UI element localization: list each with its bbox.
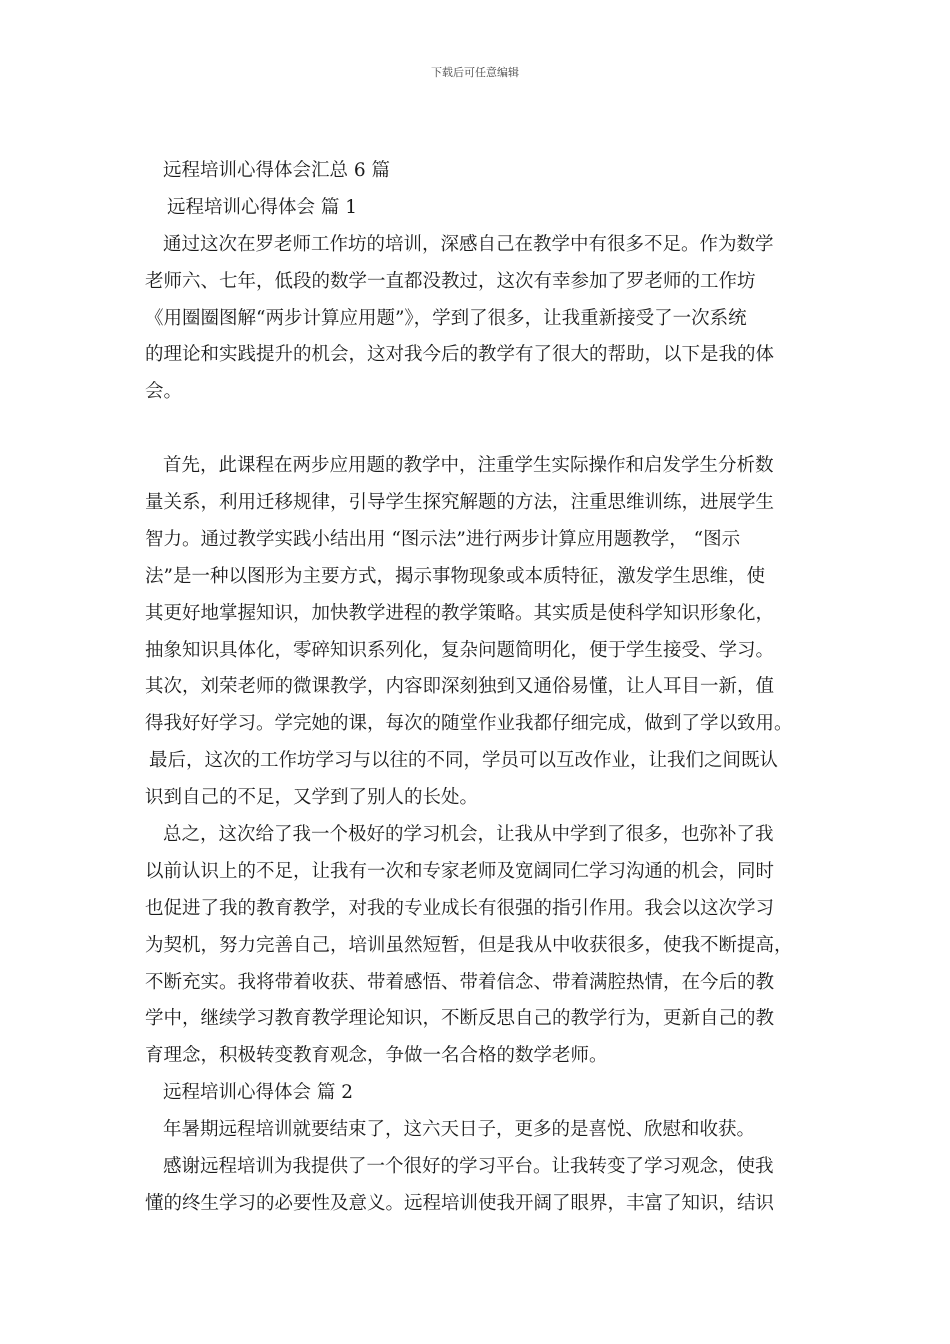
paragraph-1 — [145, 227, 815, 411]
paragraph-line: 智力。通过教学实践小结出用 “图示法”进行两步计算应用题教学， “图示 — [145, 528, 741, 550]
paragraph-line: 会。 — [145, 381, 183, 403]
paragraph-2 — [145, 448, 815, 817]
paragraph-line: 得我好好学习。学完她的课，每次的随堂作业我都仔细完成，做到了学以致用。 — [145, 713, 793, 735]
paragraph-line: 首先，此课程在两步应用题的教学中，注重学生实际操作和启发学生分析数 — [163, 455, 774, 477]
paragraph-line: 其更好地掌握知识，加快教学进程的教学策略。其实质是使科学知识形象化， — [145, 602, 775, 624]
paragraph-line: 不断充实。我将带着收获、带着感悟、带着信念、带着满腔热情，在今后的教 — [145, 971, 775, 993]
paragraph-4: 年暑期远程培训就要结束了，这六天日子，更多的是喜悦、欣慰和收获。 — [163, 1119, 756, 1141]
paragraph-line: 的理论和实践提升的机会，这对我今后的教学有了很大的帮助，以下是我的体 — [145, 344, 775, 366]
paragraph-line: 为契机，努力完善自己，培训虽然短暂，但是我从中收获很多，使我不断提高， — [145, 934, 793, 956]
paragraph-line: 老师六、七年，低段的数学一直都没教过，这次有幸参加了罗老师的工作坊 — [145, 270, 756, 292]
paragraph-line: 通过这次在罗老师工作坊的培训，深感自己在教学中有很多不足。作为数学 — [163, 233, 774, 255]
document-body — [145, 153, 815, 1223]
paragraph-line: 懂的终生学习的必要性及意义。远程培训使我开阔了眼界，丰富了知识，结识 — [145, 1192, 775, 1214]
paragraph-line: 学中，继续学习教育教学理论知识，不断反思自己的教学行为，更新自己的教 — [145, 1008, 775, 1030]
paragraph-line: 最后，这次的工作坊学习与以往的不同，学员可以互改作业，让我们之间既认 — [149, 750, 779, 772]
blank-line — [145, 411, 815, 448]
section-heading-1: 远程培训心得体会 篇 1 — [167, 196, 358, 218]
paragraph-3 — [145, 817, 815, 1075]
paragraph-line: 抽象知识具体化，零碎知识系列化，复杂问题简明化，便于学生接受、学习。 — [145, 639, 775, 661]
paragraph-line: 其次，刘荣老师的微课教学，内容即深刻独到又通俗易懂，让人耳目一新，值 — [145, 676, 775, 698]
paragraph-5 — [145, 1149, 815, 1223]
paragraph-line: 法”是一种以图形为主要方式，揭示事物现象或本质特征，激发学生思维，使 — [145, 565, 765, 587]
paragraph-line: 也促进了我的教育教学，对我的专业成长有很强的指引作用。我会以这次学习 — [145, 897, 775, 919]
paragraph-line: 《用圈圈图解“两步计算应用题”》，学到了很多，让我重新接受了一次系统 — [145, 307, 747, 329]
paragraph-line: 量关系，利用迁移规律，引导学生探究解题的方法，注重思维训练，进展学生 — [145, 492, 775, 514]
paragraph-line: 以前认识上的不足，让我有一次和专家老师及宽阔同仁学习沟通的机会，同时 — [145, 860, 775, 882]
section-heading-2: 远程培训心得体会 篇 2 — [163, 1082, 354, 1104]
page-header: 下载后可任意编辑 — [431, 66, 519, 79]
paragraph-line: 总之，这次给了我一个极好的学习机会，让我从中学到了很多，也弥补了我 — [163, 824, 774, 846]
doc-title: 远程培训心得体会汇总 6 篇 — [163, 160, 391, 181]
paragraph-line: 感谢远程培训为我提供了一个很好的学习平台。让我转变了学习观念，使我 — [163, 1156, 774, 1178]
paragraph-line: 育理念，积极转变教育观念，争做一名合格的数学老师。 — [145, 1045, 608, 1067]
paragraph-line: 识到自己的不足，又学到了别人的长处。 — [145, 787, 479, 809]
